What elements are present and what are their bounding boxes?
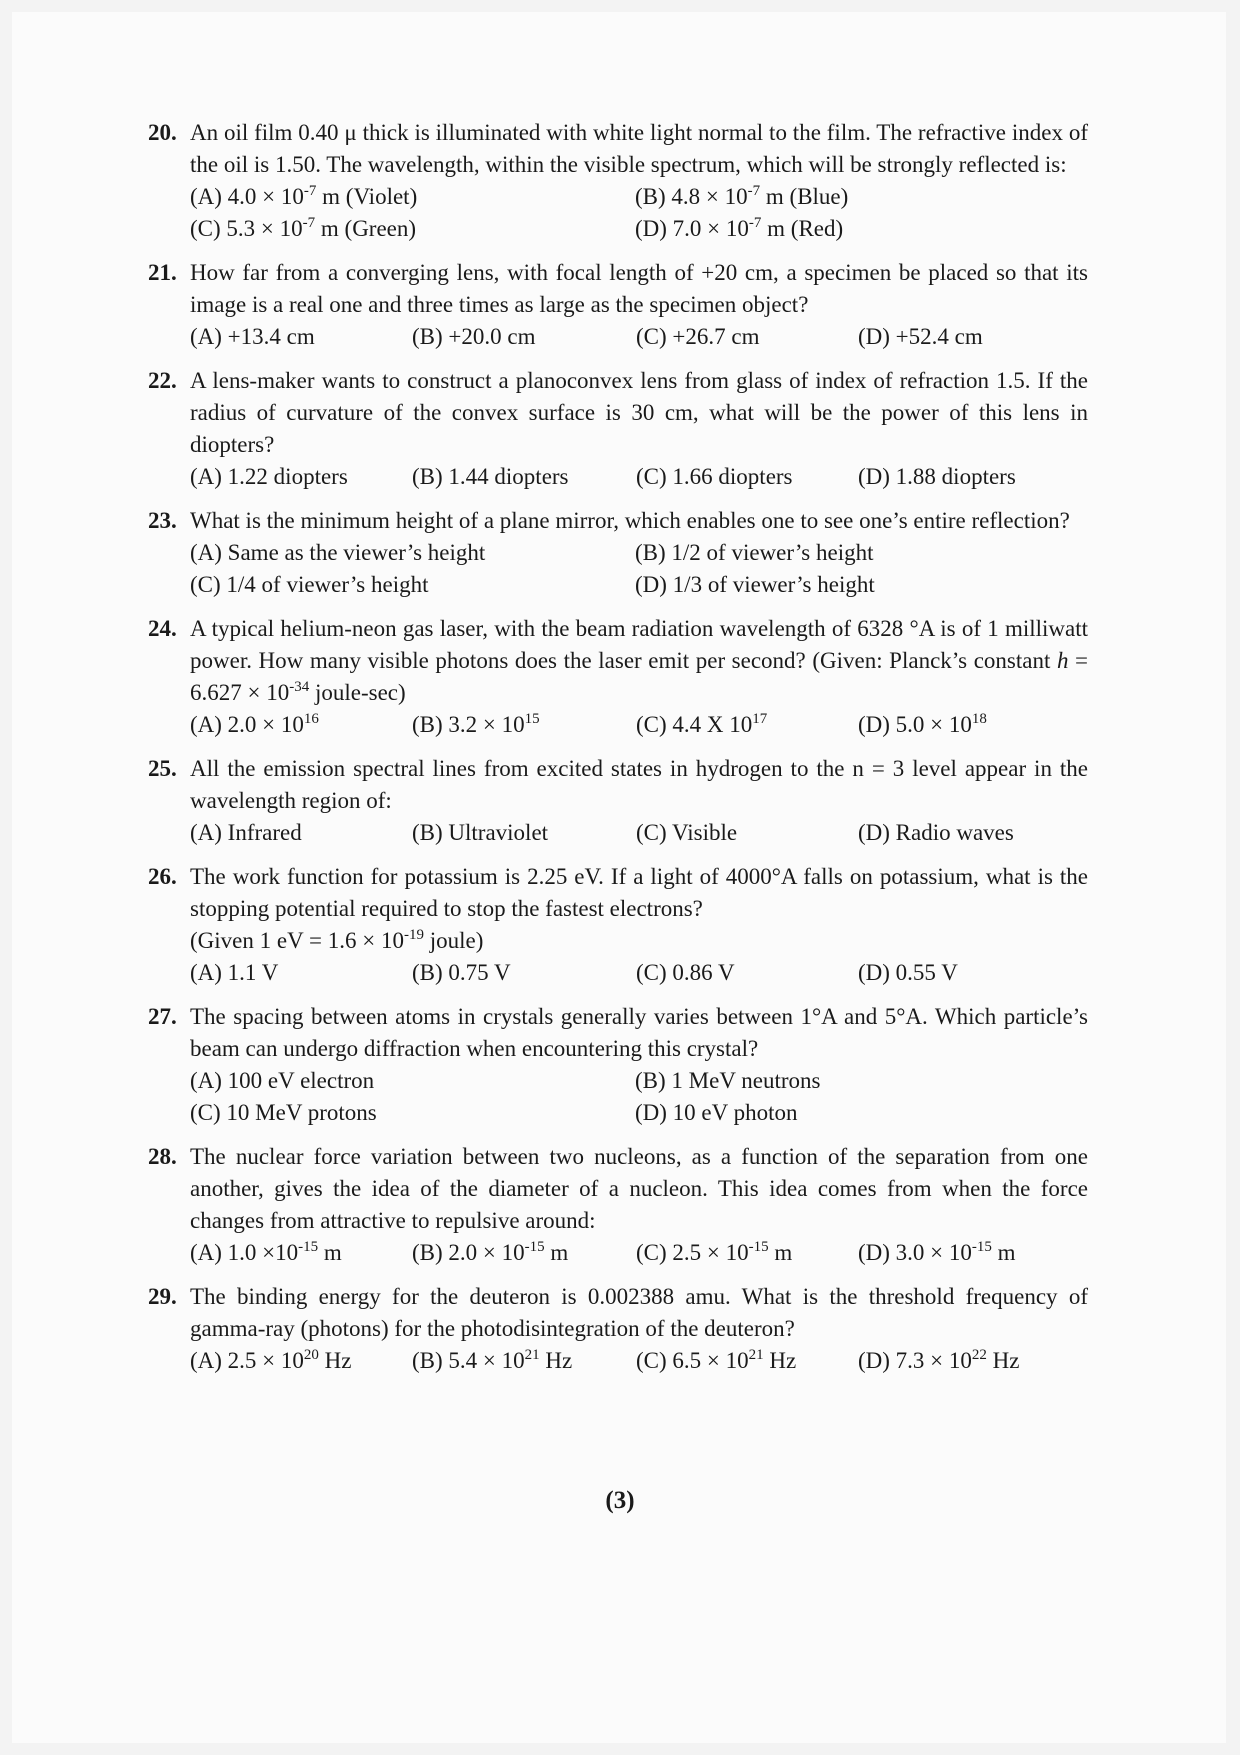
question-number: 23.	[148, 508, 177, 533]
question-number: 24.	[148, 616, 177, 641]
options	[148, 1237, 1088, 1269]
question-text	[148, 505, 1088, 537]
option-b: (B) $3.2 \times 10^{15}$	[412, 711, 540, 737]
question-text	[148, 1141, 1088, 1237]
option-a: (A) Infrared	[190, 820, 302, 845]
option-c: (C) +26.7 cm	[636, 324, 760, 349]
question-body: The work function for potassium is 2.25 eV. If a light of 4000°A falls on potassium, what is the stopping potential required to stop the fastest electrons?	[190, 864, 1088, 921]
option-a: (A) 1.1 V	[190, 960, 279, 985]
option-a: (A) Same as the viewer’s height	[190, 540, 486, 565]
option-c: (C) 1/4 of viewer’s height	[190, 572, 429, 597]
question-21	[148, 257, 1088, 353]
option-b: (B) +20.0 cm	[412, 324, 536, 349]
options	[148, 537, 1088, 601]
question-text	[148, 1281, 1088, 1345]
options	[148, 461, 1088, 493]
question-number: 22.	[148, 368, 177, 393]
option-c: (C) 1.66 diopters	[636, 464, 793, 489]
options	[148, 957, 1088, 989]
question-body: An oil film 0.40 μ thick is illuminated with white light normal to the film. The refractive index of the oil is 1.50. The wavelength, within the visible spectrum, which will be strongly reflected is:	[190, 120, 1088, 177]
option-d: (D) +52.4 cm	[858, 324, 983, 349]
option-d: (D) $3.0 \times 10^{-15}$ m	[858, 1239, 1016, 1265]
question-text	[148, 861, 1088, 925]
options	[148, 709, 1088, 741]
question-20	[148, 117, 1088, 245]
options	[148, 1065, 1088, 1129]
option-c: (C) $2.5 \times 10^{-15}$ m	[636, 1239, 793, 1265]
question-body: The nuclear force variation between two nucleons, as a function of the separation from one another, gives the idea of the diameter of a nucleon. This idea comes from when the force changes from attractive to repulsive around:	[190, 1144, 1088, 1233]
question-number: 21.	[148, 260, 177, 285]
question-body: The spacing between atoms in crystals generally varies between 1°A and 5°A. Which particle’s beam can undergo diffraction when encountering this crystal?	[190, 1004, 1088, 1061]
option-c: (C) $5.3 \times 10^{-7}$ m (Green)	[190, 215, 417, 241]
question-text: 24. A typical helium-neon gas laser, with the beam radiation wavelength of 6328 °A is of 1 milliwatt power. How many visible photons does the laser emit per second? (Given: Planck’s constant $h = 6.627 \times 10^{-34}$ joule-sec)	[148, 613, 1088, 709]
question-24	[148, 613, 1088, 741]
option-d: (D) 1.88 diopters	[858, 464, 1016, 489]
question-25	[148, 753, 1088, 849]
given-note: (Given 1 eV = $1.6 \times 10^{-19}$ joule)	[190, 927, 484, 953]
option-c: (C) 0.86 V	[636, 960, 735, 985]
option-d: (D) 10 eV photon	[635, 1100, 798, 1125]
option-b: (B) 1/2 of viewer’s height	[635, 540, 874, 565]
question-number: 27.	[148, 1004, 177, 1029]
question-text	[148, 257, 1088, 321]
option-b: (B) $4.8 \times 10^{-7}$ m (Blue)	[635, 183, 849, 209]
question-body: A typical helium-neon gas laser, with the beam radiation wavelength of 6328 °A is of 1 milliwatt power. How many visible photons does the laser emit per second? (Given: Planck’s constant	[190, 616, 1088, 673]
options	[148, 181, 1088, 245]
question-body: A lens-maker wants to construct a planoconvex lens from glass of index of refraction 1.5. If the radius of curvature of the convex surface is 30 cm, what will be the power of this lens in diopters?	[190, 368, 1088, 457]
question-22	[148, 365, 1088, 493]
option-d: (D) $7.3 \times 10^{22}$ Hz	[858, 1347, 1020, 1373]
question-number: 26.	[148, 864, 177, 889]
option-a: (A) 100 eV electron	[190, 1068, 375, 1093]
option-a: (A) $2.5 \times 10^{20}$ Hz	[190, 1347, 352, 1373]
question-list	[148, 117, 1088, 1389]
question-body: The binding energy for the deuteron is 0.002388 amu. What is the threshold frequency of gamma-ray (photons) for the photodisintegration of the deuteron?	[190, 1284, 1088, 1341]
option-c: (C) $6.5 \times 10^{21}$ Hz	[636, 1347, 797, 1373]
question-body: How far from a converging lens, with focal length of +20 cm, a specimen be placed so that its image is a real one and three times as large as the specimen object?	[190, 260, 1088, 317]
options	[148, 321, 1088, 353]
option-a: (A) $2.0 \times 10^{16}$	[190, 711, 319, 737]
page-number: (3)	[605, 1487, 635, 1514]
question-body: What is the minimum height of a plane mirror, which enables one to see one’s entire reflection?	[190, 508, 1070, 533]
option-d: (D) 0.55 V	[858, 960, 958, 985]
option-b: (B) 0.75 V	[412, 960, 511, 985]
option-a: (A) +13.4 cm	[190, 324, 315, 349]
question-text	[148, 365, 1088, 461]
option-a: (A) 1.22 diopters	[190, 464, 348, 489]
question-number: 29.	[148, 1284, 177, 1309]
option-b: (B) 1 MeV neutrons	[635, 1068, 821, 1093]
question-23	[148, 505, 1088, 601]
question-29	[148, 1281, 1088, 1377]
options	[148, 1345, 1088, 1377]
option-d: (D) Radio waves	[858, 820, 1014, 845]
question-26	[148, 861, 1088, 989]
option-b: (B) 1.44 diopters	[412, 464, 569, 489]
option-d: (D) $5.0 \times 10^{18}$	[858, 711, 987, 737]
options	[148, 817, 1088, 849]
option-c: (C) 4.4 X $10^{17}$	[636, 711, 768, 737]
question-number: 28.	[148, 1144, 177, 1169]
option-a: (A) $4.0 \times 10^{-7}$ m (Violet)	[190, 183, 418, 209]
question-27	[148, 1001, 1088, 1129]
question-28	[148, 1141, 1088, 1269]
option-d: (D) $7.0 \times 10^{-7}$ m (Red)	[635, 215, 844, 241]
question-body: All the emission spectral lines from excited states in hydrogen to the n = 3 level appear in the wavelength region of:	[190, 756, 1088, 813]
question-text	[148, 753, 1088, 817]
option-c: (C) 10 MeV protons	[190, 1100, 377, 1125]
question-text	[148, 1001, 1088, 1065]
option-d: (D) 1/3 of viewer’s height	[635, 572, 875, 597]
question-text	[148, 117, 1088, 181]
option-b: (B) $2.0 \times 10^{-15}$ m	[412, 1239, 569, 1265]
planck-symbol: h	[1056, 648, 1069, 673]
question-number: 25.	[148, 756, 177, 781]
option-c: (C) Visible	[636, 820, 738, 845]
question-number: 20.	[148, 120, 177, 145]
option-b: (B) Ultraviolet	[412, 820, 549, 845]
option-b: (B) $5.4 \times 10^{21}$ Hz	[412, 1347, 573, 1373]
option-a: (A) $1.0 \times 10^{-15}$ m	[190, 1239, 342, 1265]
